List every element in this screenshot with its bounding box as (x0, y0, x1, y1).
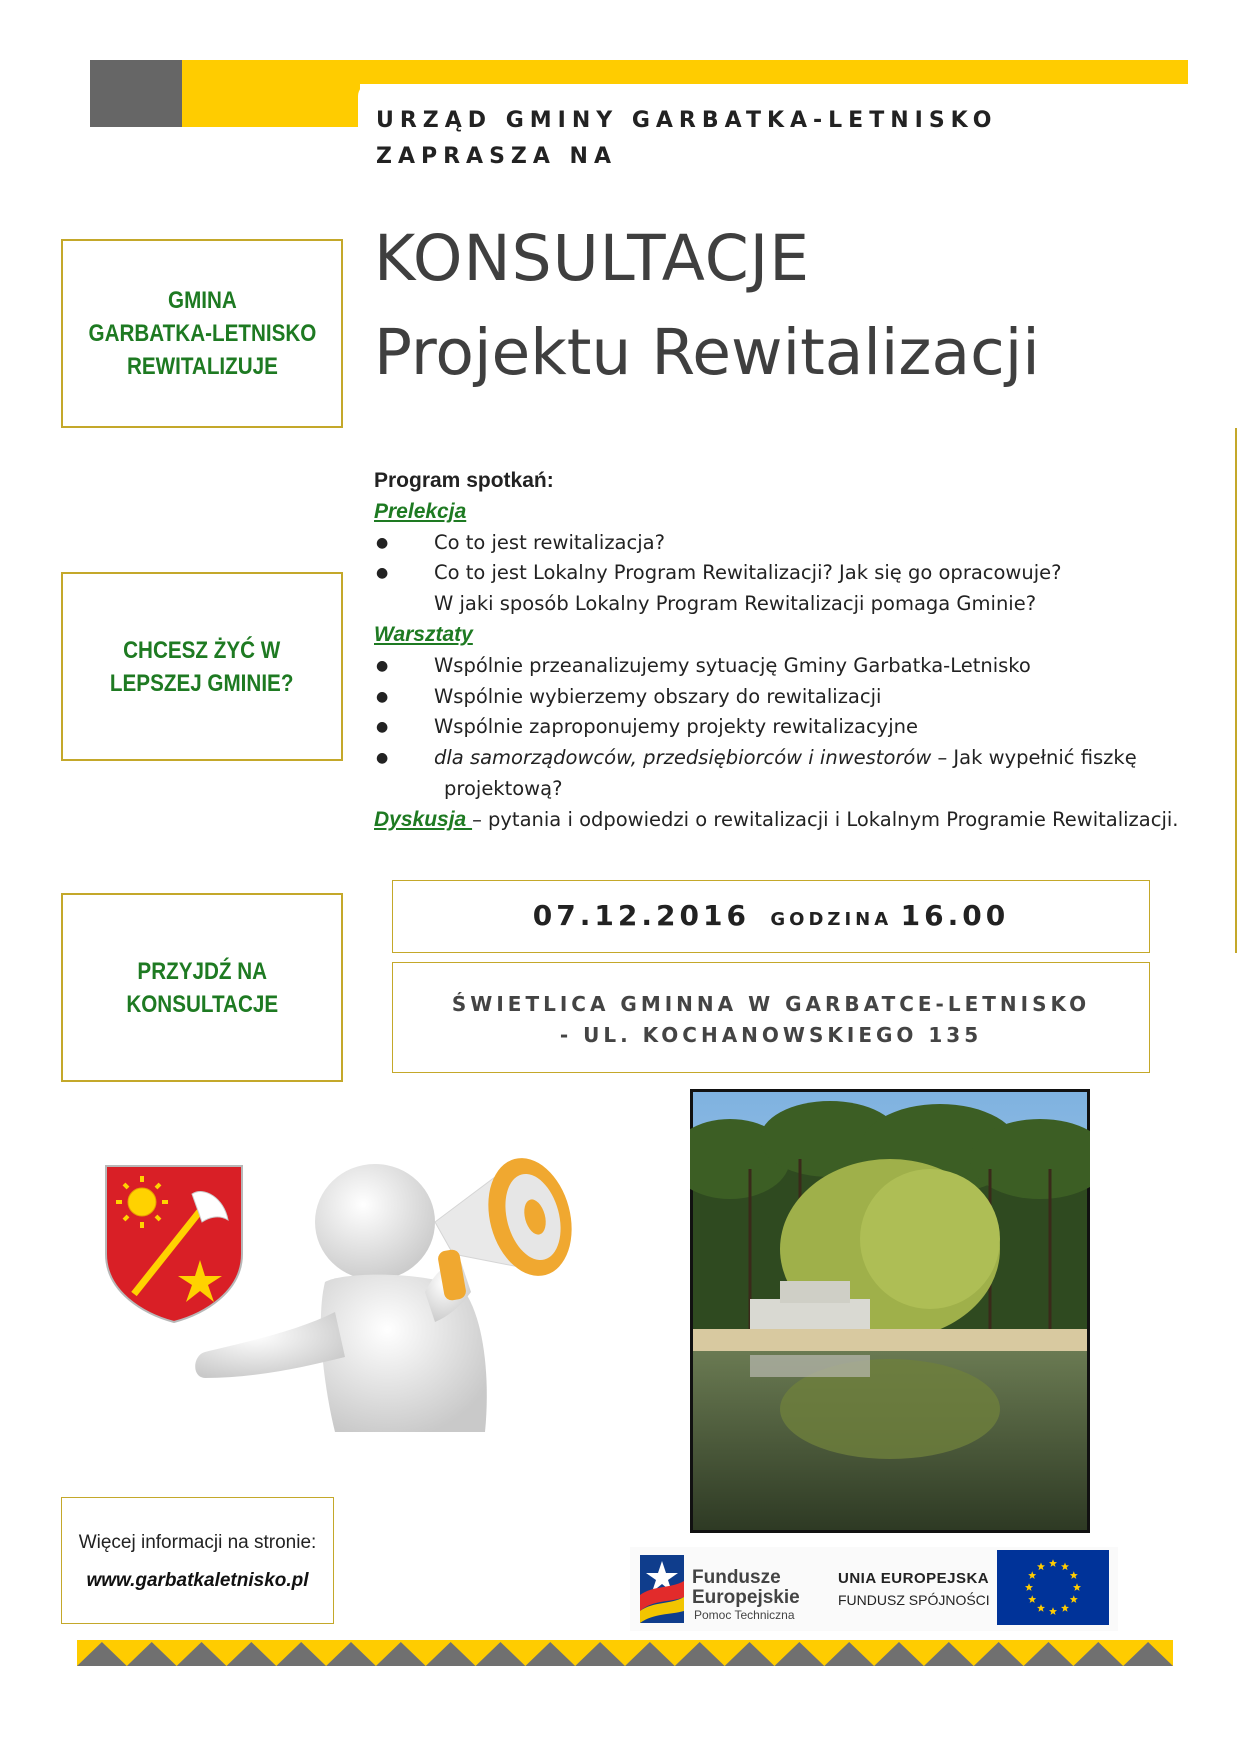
side-box-text: CHCESZ ŻYĆ W LEPSZEJ GMINIE? (110, 636, 294, 697)
side-box-revitalization (61, 239, 343, 428)
meeting-program (374, 466, 1234, 836)
list-item: ● Wspólnie wybierzemy obszary do rewitalizacji (374, 682, 1234, 713)
bullet-icon: ● (376, 719, 389, 736)
header-yellow-block (182, 60, 360, 127)
event-hour: 16.00 (900, 899, 1010, 932)
section-dyskusja-text: – pytania i odpowiedzi o rewitalizacji i Lokalnym Programie Rewitalizacji. (472, 807, 1179, 831)
list-item: ● dla samorządowców, przedsiębiorców i inwestorów – Jak wypełnić fiszkę (374, 743, 1234, 774)
list-item: ● Wspólnie zaproponujemy projekty rewitalizacyjne (374, 712, 1234, 743)
section-dyskusja-label: Dyskusja (374, 807, 473, 831)
list-item: ● Wspólnie przeanalizujemy sytuację Gminy Garbatka-Letnisko (374, 651, 1234, 682)
side-box-better-municipality (61, 572, 343, 761)
header-line-2: ZAPRASZA NA (376, 144, 617, 169)
list-item: ● Co to jest Lokalny Program Rewitalizacji? Jak się go opracowuje? (374, 558, 1234, 589)
header-line-1: URZĄD GMINY GARBATKA-LETNISKO (376, 108, 998, 133)
program-heading: Program spotkań: (374, 469, 554, 492)
fundusze-europejskie-icon (640, 1555, 684, 1623)
lake-photo (690, 1089, 1090, 1533)
event-hour-label: GODZINA (770, 909, 893, 930)
side-box-text: PRZYJDŹ NA KONSULTACJE (126, 957, 278, 1018)
warsztaty-list (374, 651, 1234, 774)
bullet-icon: ● (376, 657, 389, 674)
date-box (392, 880, 1150, 953)
fe-logo-text: Fundusze Europejskie (692, 1567, 800, 1608)
section-prelekcja: Prelekcja (374, 499, 467, 523)
page-subtitle: Projektu Rewitalizacji (374, 316, 1040, 389)
event-place-line-2: - UL. KOCHANOWSKIEGO 135 (559, 1023, 983, 1047)
page-title: KONSULTACJE (374, 222, 811, 295)
list-item-continuation: W jaki sposób Lokalny Program Rewitalizacji pomaga Gminie? (434, 592, 1037, 616)
megaphone-figure-icon (185, 1142, 595, 1432)
event-date: 07.12.2016 (532, 899, 750, 932)
list-item: ● Co to jest rewitalizacja? (374, 528, 1234, 559)
ue-logo-text: UNIA EUROPEJSKA (838, 1570, 990, 1587)
list-item-continuation: projektową? (444, 776, 563, 800)
bottom-decorative-stripe (77, 1640, 1173, 1666)
bullet-icon: ● (376, 534, 389, 551)
website-link[interactable]: www.garbatkaletnisko.pl (86, 1570, 309, 1591)
side-box-text: GMINA GARBATKA-LETNISKO REWITALIZUJE (88, 287, 316, 380)
info-box (61, 1497, 334, 1624)
section-dyskusja (374, 805, 1234, 836)
right-divider (1235, 428, 1237, 953)
side-box-come-to-consultations (61, 893, 343, 1082)
bullet-icon: ● (376, 688, 389, 705)
fe-logo-subtext: Pomoc Techniczna (694, 1608, 795, 1622)
bullet-icon: ● (376, 565, 389, 582)
ue-logo-subtext: FUNDUSZ SPÓJNOŚCI (838, 1592, 990, 1608)
place-box (392, 962, 1150, 1073)
info-label: Więcej informacji na stronie: (78, 1532, 317, 1553)
bullet-icon: ● (376, 750, 389, 767)
eu-flag-icon (997, 1550, 1109, 1625)
header-gray-block (90, 60, 182, 127)
prelekcja-list (374, 528, 1234, 590)
section-warsztaty: Warsztaty (374, 622, 473, 646)
event-place-line-1: ŚWIETLICA GMINNA W GARBATCE-LETNISKO (451, 992, 1091, 1016)
